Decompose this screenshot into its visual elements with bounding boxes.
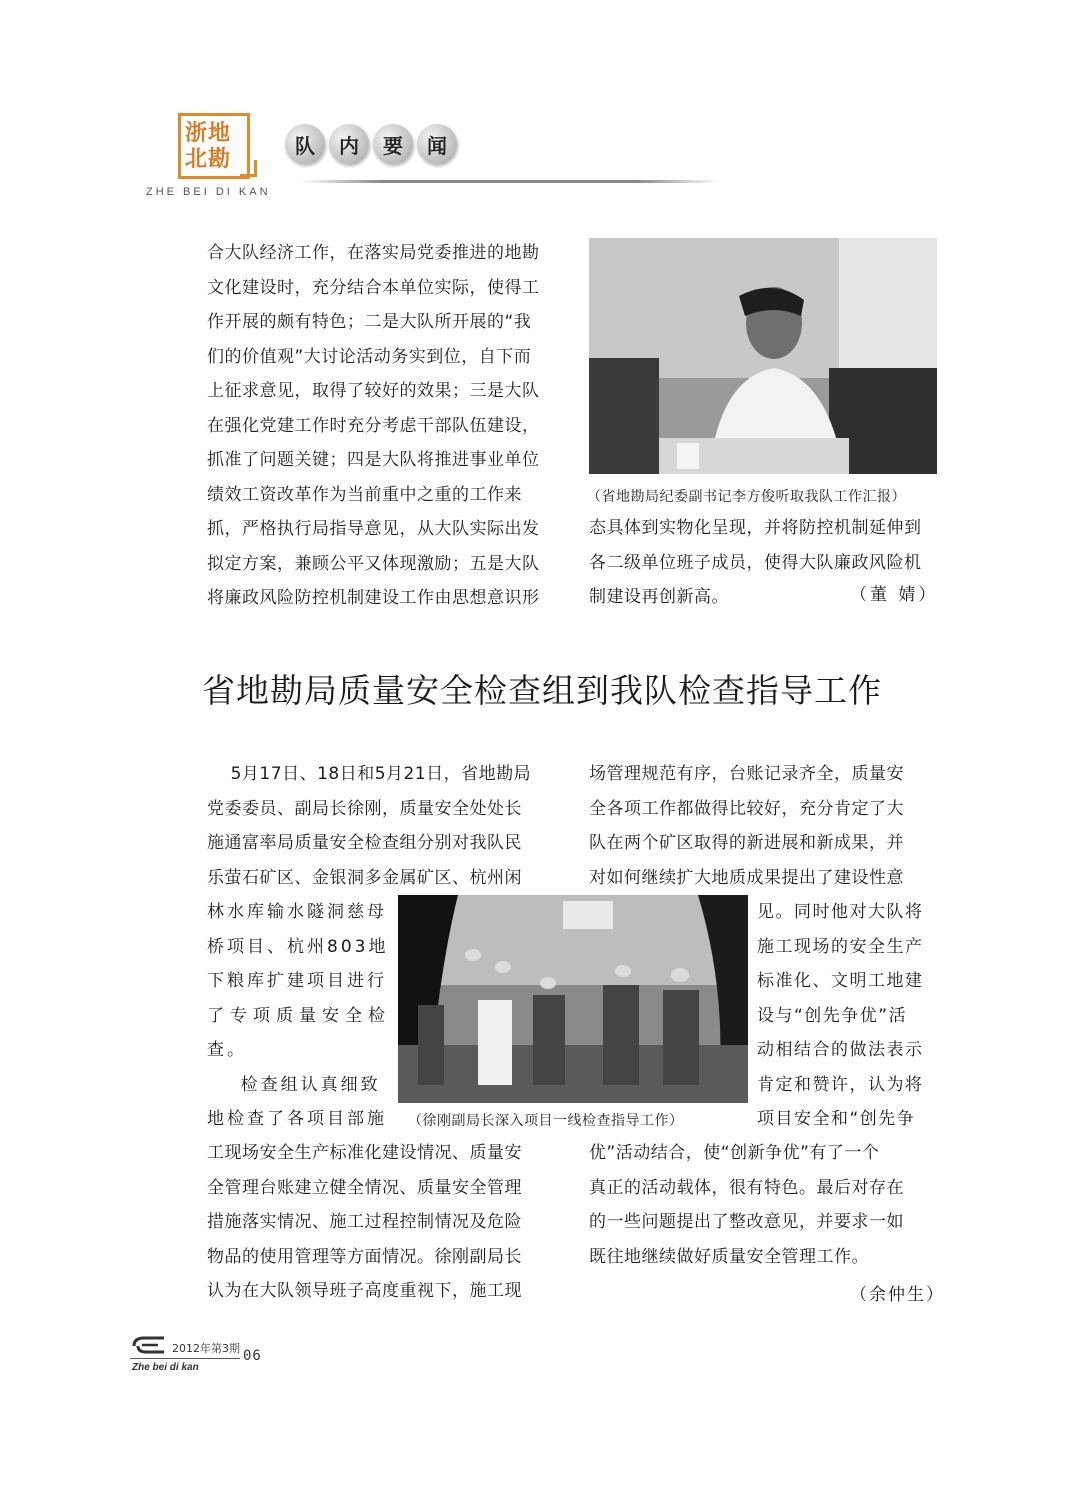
text-line: 作开展的颇有特色；二是大队所开展的“我 xyxy=(207,312,532,332)
text-line: 检查组认真细致 xyxy=(207,1074,381,1095)
text-line: 抓准了问题关键；四是大队将推进事业单位 xyxy=(207,450,540,470)
text-line: 态具体到实物化呈现，并将防控机制延伸到 xyxy=(589,518,922,538)
text-line: 标准化、文明工地建 xyxy=(757,971,924,991)
footer-brand: Zhe bei di kan xyxy=(132,1362,199,1373)
text-line: 的一些问题提出了整改意见，并要求一如 xyxy=(589,1212,904,1232)
text-line: 全管理台账建立健全情况、质量安全管理 xyxy=(207,1177,522,1198)
article1-author: （董 婧） xyxy=(850,585,939,605)
article1-photo xyxy=(589,238,937,474)
text-line: 项目安全和“创先争 xyxy=(757,1109,916,1129)
article2-left-narrow xyxy=(207,895,392,1137)
text-line: 拟定方案，兼顾公平又体现激励；五是大队 xyxy=(207,553,540,574)
article2-author: （余仲生） xyxy=(850,1285,945,1305)
inspection-photo-image xyxy=(398,895,748,1103)
footer-issue: 2012年第3期 xyxy=(172,1342,240,1355)
text-line: 真正的活动载体，很有特色。最后对存在 xyxy=(589,1177,904,1198)
section-char: 要 xyxy=(383,134,403,158)
article2-photo xyxy=(398,895,748,1103)
text-line: 设与“创先争优”活 xyxy=(757,1005,908,1026)
meeting-photo-image xyxy=(589,238,937,474)
text-line: 5月17日、18日和5月21日，省地勘局 xyxy=(207,764,532,784)
text-line: 将廉政风险防控机制建设工作由思想意识形 xyxy=(207,588,540,608)
logo-line-1: 浙地 xyxy=(185,120,232,146)
article1-left-column xyxy=(207,236,562,616)
logo-corner-decoration xyxy=(240,160,257,177)
logo-line-2: 北勘 xyxy=(185,146,232,172)
text-line: 制建设再创新高。 xyxy=(589,587,729,607)
text-line: 林水库输水隧洞慈母 xyxy=(207,902,387,922)
article2-left-top xyxy=(207,757,562,895)
text-line: 乐萤石矿区、金银洞多金属矿区、杭州闲 xyxy=(207,867,522,888)
text-line: 物品的使用管理等方面情况。徐刚副局长 xyxy=(207,1246,522,1267)
logo-subtitle: ZHE BEI DI KAN xyxy=(146,186,271,198)
text-line: 对如何继续扩大地质成果提出了建设性意 xyxy=(589,867,904,888)
text-line: 工现场安全生产标准化建设情况、质量安 xyxy=(207,1143,522,1163)
footer-divider xyxy=(130,1358,240,1359)
text-line: 合大队经济工作，在落实局党委推进的地勘 xyxy=(207,243,540,263)
article2-headline: 省地勘局质量安全检查组到我队检查指导工作 xyxy=(202,671,882,710)
header-divider xyxy=(300,180,720,183)
text-line: 队在两个矿区取得的新进展和新成果，并 xyxy=(589,833,904,853)
text-line: 绩效工资改革作为当前重中之重的工作来 xyxy=(207,484,522,505)
text-line: 在强化党建工作时充分考虑干部队伍建设， xyxy=(207,415,540,436)
text-line: 各二级单位班子成员，使得大队廉政风险机 xyxy=(589,552,922,573)
article2-right-narrow xyxy=(757,895,942,1137)
text-line: 查。 xyxy=(207,1040,247,1060)
text-line: 下粮库扩建项目进行 xyxy=(207,971,387,991)
article2-photo-caption: （徐刚副局长深入项目一线检查指导工作） xyxy=(408,1113,684,1129)
section-char: 队 xyxy=(295,134,315,158)
article1-photo-caption: （省地勘局纪委副书记李方俊听取我队工作汇报） xyxy=(587,489,906,505)
article2-right-bottom xyxy=(589,1136,944,1274)
section-char: 闻 xyxy=(427,134,447,158)
footer-logo-icon xyxy=(132,1336,166,1356)
text-line: 施通富率局质量安全检查组分别对我队民 xyxy=(207,833,522,853)
logo-text xyxy=(185,120,245,172)
article2-left-bottom xyxy=(207,1136,562,1309)
text-line: 文化建设时，充分结合本单位实际，使得工 xyxy=(207,277,540,298)
text-line: 优”活动结合，使“创新争优”有了一个 xyxy=(589,1143,880,1163)
article2-right-top xyxy=(589,757,944,895)
text-line: 抓，严格执行局指导意见，从大队实际出发 xyxy=(207,519,540,539)
text-line: 党委委员、副局长徐刚，质量安全处处长 xyxy=(207,798,522,819)
text-line: 全各项工作都做得比较好，充分肯定了大 xyxy=(589,798,904,819)
text-line: 场管理规范有序，台账记录齐全，质量安 xyxy=(589,764,904,784)
section-char: 内 xyxy=(339,134,359,158)
text-line: 了专项质量安全检 xyxy=(207,1005,391,1026)
text-line: 既往地继续做好质量安全管理工作。 xyxy=(589,1246,869,1267)
text-line: 桥项目、杭州803地 xyxy=(207,936,389,957)
text-line: 见。同时他对大队将 xyxy=(757,902,924,922)
page-number: 06 xyxy=(243,1348,262,1364)
text-line: 动相结合的做法表示 xyxy=(757,1040,924,1060)
text-line: 地检查了各项目部施 xyxy=(207,1109,387,1129)
text-line: 上征求意见，取得了较好的效果；三是大队 xyxy=(207,381,540,401)
text-line: 认为在大队领导班子高度重视下，施工现 xyxy=(207,1281,522,1301)
section-title xyxy=(285,124,475,166)
text-line: 施工现场的安全生产 xyxy=(757,936,924,957)
text-line: 措施落实情况、施工过程控制情况及危险 xyxy=(207,1212,522,1232)
text-line: 们的价值观”大讨论活动务实到位，自下而 xyxy=(207,346,532,367)
text-line: 肯定和赞许，认为将 xyxy=(757,1074,924,1095)
